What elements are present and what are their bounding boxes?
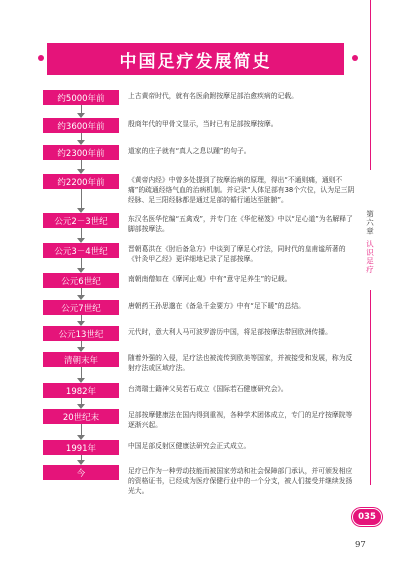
era-label: 公元6世纪 (43, 273, 119, 288)
era-label: 约2300年前 (43, 145, 119, 160)
era-label: 1982年 (43, 383, 119, 398)
chapter-topic: 认识足疗 (365, 239, 375, 274)
event-description: 东汉名医华佗编“五禽戏”，并专门在《华佗秘笈》中以“足心道”为名解释了脚部按摩法。 (128, 215, 353, 234)
event-description: 台湾瑞士籍神父吴若石成立《国际若石健康研究会》。 (128, 385, 288, 393)
event-description: 随着外强的入侵，足疗法也被流传到欧美等国家，并被接受和发展，称为反射疗法或区域疗法。 (128, 354, 353, 373)
era-label: 约3600年前 (43, 118, 119, 133)
event-description: 中国足部反射区健康法研究会正式成立。 (128, 442, 251, 450)
event-description: 南朝南僧如在《摩河止观》中有“意守足养生”的记载。 (128, 275, 292, 283)
margin-rule-top (370, 0, 371, 170)
era-label: 清朝末年 (43, 352, 119, 367)
timeline-connector (81, 367, 82, 378)
era-label: 公元7世纪 (43, 300, 119, 315)
era-label: 公元13世纪 (43, 326, 119, 341)
timeline-connector (81, 133, 82, 140)
era-label: 约2200年前 (43, 174, 119, 189)
event-description: 足部按摩健康法在国内得到重视，各种学术团体成立，专门的足疗按摩院等逐渐兴起。 (128, 411, 353, 430)
event-description: 道家的庄子就有“真人之息以踵”的句子。 (128, 147, 251, 155)
event-description: 晋朝葛洪在《肘后备急方》中谈到了摩足心疗法，同时代的皇甫谧所著的《针灸甲乙经》更详细地记录了足部按摩。 (128, 245, 346, 264)
event-description: 《黄帝内经》中曾多处提到了按摩治病的原理，得出“不通则痛，通则不痛”的疏通经络气血的治病机制。并记录“人体足部有38个穴位，认为足三阴经脉、足三阳经脉都是通过足部的循行通达至脏腑”。 (128, 176, 355, 205)
chapter-label: 第六章 (365, 210, 375, 236)
event-description: 殷商年代的甲骨文显示，当时已有足部按摩按摩。 (128, 120, 278, 128)
timeline-connector (81, 105, 82, 113)
page-badge: 035 (352, 508, 382, 526)
event-description: 唐朝药王孙思邈在《备急千金要方》中有“足下暖”的总结。 (128, 302, 305, 310)
era-label: 1991年 (43, 440, 119, 455)
timeline-connector (81, 288, 82, 295)
era-label: 今 (43, 465, 119, 480)
event-description: 足疗已作为一种劳动技能而被国家劳动和社会保障部门承认，并可颁发相应的资格证书，已经成为医疗保健行业中的一个分支，被人们接受并继续发扬光大。 (128, 467, 353, 496)
era-label: 20世纪末 (43, 409, 119, 424)
page-number: 97 (355, 540, 366, 550)
era-label: 公元2－3世纪 (43, 213, 119, 228)
page-title: 中国足疗发展简史 (47, 43, 344, 75)
timeline-connector (81, 258, 82, 268)
era-label: 公元3－4世纪 (43, 243, 119, 258)
timeline-connector (81, 189, 82, 208)
timeline-connector (81, 424, 82, 435)
event-description: 元代时，意大利人马可波罗游历中国，将足部按摩法带回欧洲传播。 (128, 328, 332, 336)
timeline-connector (81, 160, 82, 169)
margin-rule-bottom (370, 290, 371, 485)
chapter-tab (363, 210, 377, 295)
era-label: 约5000年前 (43, 90, 119, 105)
event-description: 上古黄帝时代，就有名医俞跗按摩足部治愈疾病的记载。 (128, 92, 298, 100)
timeline-connector (81, 228, 82, 238)
